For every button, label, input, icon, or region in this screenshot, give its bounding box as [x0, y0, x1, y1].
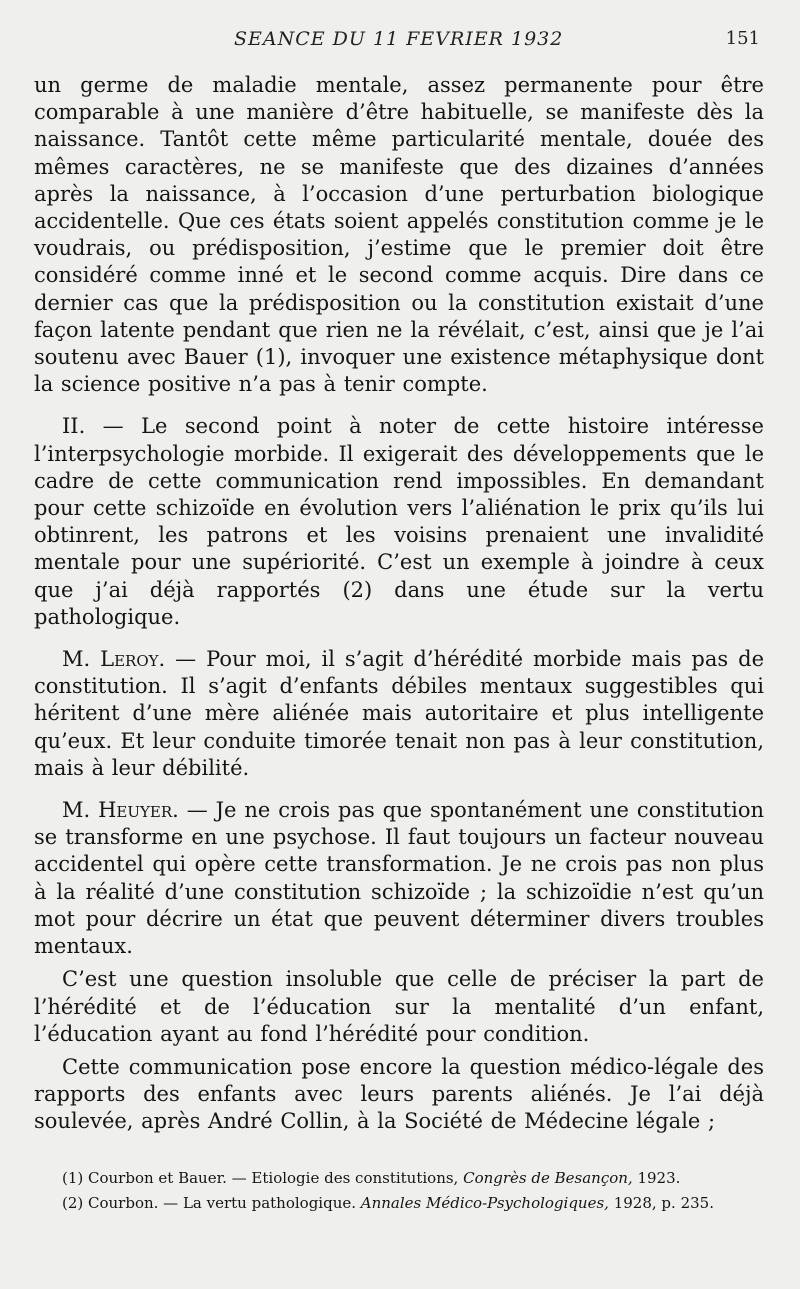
page-header: [60, 28, 760, 56]
heuyer-remarks: — Je ne crois pas que spontanément une constitution se transforme en une psychose. Il faut toujours un facteur nouveau accidentel qui opère cette transformation. Je ne crois pas non plus à la réalité d’une constitution schizoïde ; la schizoïdie n’est qu’un mot pour décrire un état que peuvent déterminer divers troubles mentaux.: [34, 798, 764, 959]
footnote-2-title: Annales Médico-Psychologiques,: [360, 1194, 609, 1212]
paragraph-leroy: [34, 646, 764, 782]
footnote-2: [34, 1193, 762, 1214]
speaker-heuyer: M. Heuyer.: [62, 798, 179, 823]
paragraph-constitution: un germe de maladie mentale, assez permanente pour être comparable à une manière d’être habituelle, se manifeste dès la naissance. Tantôt cette même particularité mentale, douée des mêmes caractères, ne se manifeste que des dizaines d’années après la naissance, à l’occasion d’une perturbation biologique accidentelle. Que ces états soient appelés constitution comme je le voudrais, ou prédisposition, j’estime que le premier doit être considéré comme inné et le second comme acquis. Dire dans ce dernier cas que la prédisposition ou la constitution existait d’une façon latente pendant que rien ne la révélait, c’est, ainsi que je l’ai soutenu avec Bauer (1), invoquer une existence métaphysique dont la science positive n’a pas à tenir compte.: [34, 73, 764, 397]
footnote-2-year: 1928, p. 235.: [608, 1194, 714, 1212]
leroy-remarks: — Pour moi, il s’agit d’hérédité morbide mais pas de constitution. Il s’agit d’enfants débiles mentaux suggestibles qui héritent d’une mère aliénée mais autoritaire et plus intelligente qu’eux. Et leur conduite timorée tenait non pas à leur constitution, mais à leur débilité.: [34, 647, 765, 780]
footnote-1-title: Congrès de Besançon,: [463, 1169, 633, 1187]
paragraph-medico-legale: Cette communication pose encore la question médico-légale des rapports des enfants avec leurs parents aliénés. Je l’ai déjà soulevée, après André Collin, à la Société de Médecine légale ;: [34, 1054, 764, 1134]
body-text: [34, 72, 764, 1136]
speaker-leroy: M. Leroy.: [62, 647, 166, 672]
page-number: 151: [725, 28, 760, 49]
paragraph-heuyer: [34, 797, 764, 960]
running-title: SEANCE DU 11 FEVRIER 1932: [234, 28, 564, 50]
footnote-1-year: 1923.: [632, 1169, 681, 1187]
footnotes: [34, 1168, 762, 1218]
footnote-2-text: (2) Courbon. — La vertu pathologique.: [62, 1194, 361, 1212]
paragraph-interpsychologie: II. — Le second point à noter de cette histoire intéresse l’interpsychologie morbide. Il exigerait des développements que le cadre de cette communication rend impossibles. En demandant pour cette schizoïde en évolution vers l’aliénation le prix qu’ils lui obtinrent, les patrons et les voisins prenaient une invalidité mentale pour une supériorité. C’est un exemple à joindre à ceux que j’ai déjà rapportés (2) dans une étude sur la vertu pathologique.: [34, 414, 764, 629]
footnote-1: [34, 1168, 762, 1189]
paragraph-heredite: C’est une question insoluble que celle de préciser la part de l’hérédité et de l’éducation sur la mentalité d’un enfant, l’éducation ayant au fond l’hérédité pour condition.: [34, 967, 764, 1046]
footnote-1-text: (1) Courbon et Bauer. — Etiologie des constitutions,: [62, 1169, 464, 1187]
